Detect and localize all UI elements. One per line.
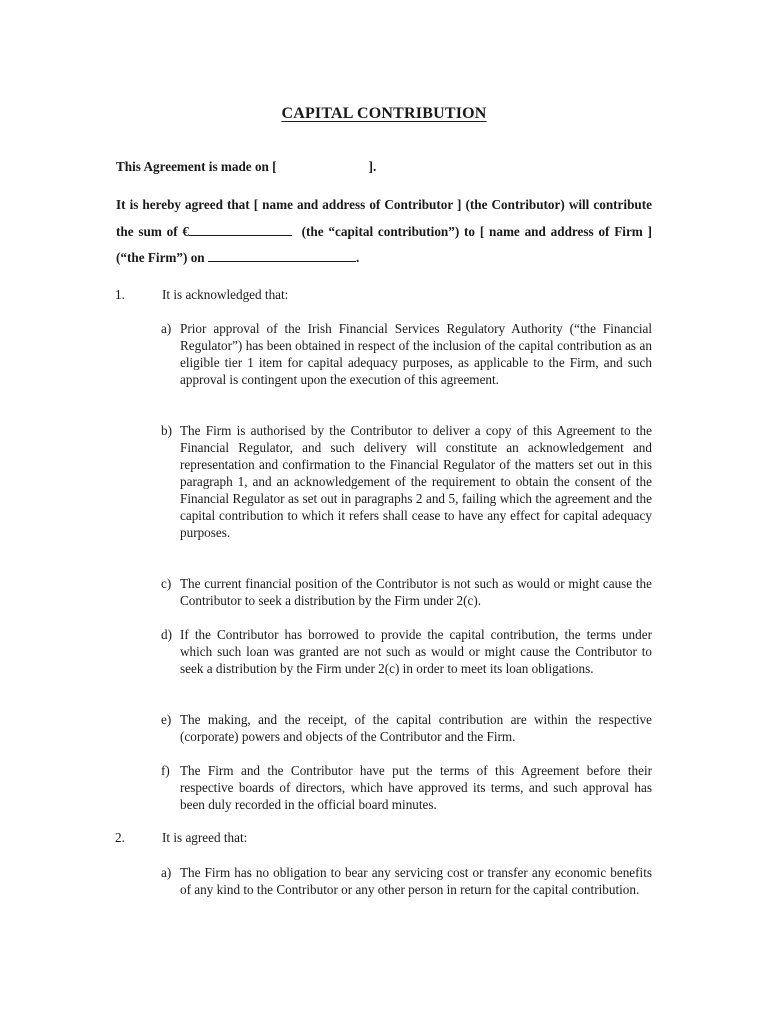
clause-label: c) [161, 576, 172, 591]
clause-text: The Firm is authorised by the Contributor to deliver a copy of this Agreement to the Financial Regulator, and such delivery will constitute an acknowledgement and representation and confirmation to the Financial Regulator of the matters set out in this paragraph 1, and an acknowledgement of the requirement to obtain the consent of the Financial Regulator as set out in paragraphs 2 and 5, failing which the agreement and the capital contribution to which it refers shall cease to have any effect for capital adequacy purposes. [180, 423, 652, 540]
clause-text: If the Contributor has borrowed to provide the capital contribution, the terms under which such loan was granted are not such as would or might cause the Contributor to seek a distribution by the Firm under 2(c) in order to meet its loan obligations. [180, 627, 652, 676]
clause-2a [161, 864, 652, 898]
agreed-part-1: It is hereby agreed that [ name and address of Contributor ] (the Contributor) will contribute the sum of € [116, 197, 652, 239]
clause-text: The current financial position of the Contributor is not such as would or might cause the Contributor to seek a distribution by the Firm under 2(c). [180, 576, 652, 608]
clause-1d [161, 626, 652, 677]
clause-text: The making, and the receipt, of the capital contribution are within the respective (corporate) powers and objects of the Contributor and the Firm. [180, 712, 652, 744]
sum-blank [189, 223, 292, 236]
made-on-suffix: ]. [368, 159, 377, 174]
clause-label: b) [161, 423, 172, 438]
clause-label: a) [161, 865, 172, 880]
clause-label: e) [161, 712, 172, 727]
clause-1b [161, 422, 652, 541]
agreement-date-line [116, 159, 652, 175]
agreed-part-3: . [355, 250, 360, 265]
clause-text: Prior approval of the Irish Financial Services Regulatory Authority (“the Financial Regulator”) has been obtained in respect of the inclusion of the capital contribution as an eligible tier 1 item for capital adequacy purposes, as applicable to the Firm, and such approval is contingent upon the execution of this agreement. [180, 321, 652, 387]
clause-text: The Firm has no obligation to bear any servicing cost or transfer any economic benefits of any kind to the Contributor or any other person in return for the capital contribution. [180, 865, 652, 897]
agreed-part-2: (the “capital contribution”) to [ name and address of Firm ] (“the Firm”) on [116, 223, 652, 265]
document-title: CAPITAL CONTRIBUTION [281, 105, 487, 122]
section-1-lead: It is acknowledged that: [162, 287, 289, 302]
clause-label: f) [161, 763, 170, 778]
section-2-number: 2. [115, 830, 125, 845]
clause-1c [161, 575, 652, 609]
clause-label: d) [161, 627, 172, 642]
section-1-number: 1. [115, 287, 125, 302]
made-on-prefix: This Agreement is made on [ [116, 159, 277, 174]
agreement-terms-paragraph [116, 192, 652, 272]
clause-1e [161, 711, 652, 745]
clause-text: The Firm and the Contributor have put the terms of this Agreement before their respective boards of directors, which have approved its terms, and such approval has been duly recorded in the official board minutes. [180, 763, 652, 812]
clause-1f [161, 762, 652, 813]
clause-label: a) [161, 321, 172, 336]
section-2-lead: It is agreed that: [162, 830, 248, 845]
clause-1a [161, 320, 652, 388]
date-on-blank [208, 249, 356, 262]
